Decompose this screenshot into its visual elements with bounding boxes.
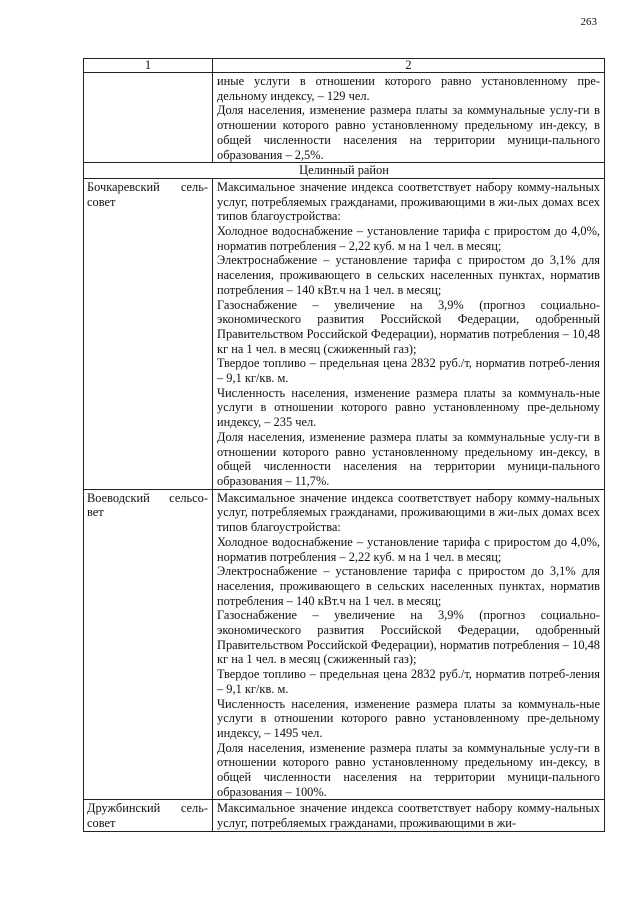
tariff-table	[83, 58, 605, 832]
description-cell	[213, 489, 605, 800]
paragraph: Доля населения, изменение размера платы за коммунальные услу-ги в отношении которого равно установленному предельному ин-дексу, в общей численности населения на территории муници-пального образования – 100%.	[217, 740, 600, 799]
paragraph: иные услуги в отношении которого равно установленному пре-дельному индексу, – 129 чел.	[217, 74, 600, 103]
paragraph: Максимальное значение индекса соответствует набору комму-нальных услуг, потребляемых гражданами, проживающими в жи-лых домах всех типов благоустройства:	[217, 490, 600, 535]
paragraph: Численность населения, изменение размера платы за коммуналь-ные услуги в отношении которого равно установленному пре-дельному индексу, – 235 чел.	[217, 385, 600, 430]
paragraph: Твердое топливо – предельная цена 2832 руб./т, норматив потреб-ления – 9,1 кг/кв. м.	[217, 356, 600, 386]
table-row	[84, 800, 605, 831]
municipality-name: Воеводский сельсо-вет	[84, 489, 213, 800]
section-row	[84, 163, 605, 179]
description-cell	[213, 178, 605, 489]
page-number: 263	[580, 16, 597, 28]
table-header-row	[84, 59, 605, 73]
column-header-1: 1	[84, 59, 213, 73]
paragraph: Электроснабжение – установление тарифа с приростом до 3,1% для населения, проживающего в сельских населенных пунктах, норматив потребления – 140 кВт.ч на 1 чел. в месяц;	[217, 564, 600, 608]
table-row-continuation	[84, 73, 605, 163]
municipality-name: Дружбинский сель-совет	[84, 800, 213, 831]
empty-name-cell	[84, 73, 213, 163]
continuation-cell	[213, 73, 605, 163]
paragraph: Численность населения, изменение размера платы за коммуналь-ные услуги в отношении которого равно установленному пре-дельному индексу, – 1495 чел.	[217, 696, 600, 740]
paragraph: Максимальное значение индекса соответствует набору комму-нальных услуг, потребляемых гражданами, проживающими в жи-лых домах всех типов благоустройства:	[217, 179, 600, 224]
column-header-2: 2	[213, 59, 605, 73]
table-row	[84, 178, 605, 489]
paragraph: Холодное водоснабжение – установление тарифа с приростом до 4,0%, норматив потребления – 2,22 куб. м на 1 чел. в месяц;	[217, 224, 600, 253]
description-cell	[213, 800, 605, 831]
paragraph: Доля населения, изменение размера платы за коммунальные услу-ги в отношении которого равно установленному предельному ин-дексу, в общей численности населения на территории муници-пального образования – 11,7%.	[217, 429, 600, 488]
paragraph: Твердое топливо – предельная цена 2832 руб./т, норматив потреб-ления – 9,1 кг/кв. м.	[217, 667, 600, 696]
table-row	[84, 489, 605, 800]
paragraph: Холодное водоснабжение – установление тарифа с приростом до 4,0%, норматив потребления – 2,22 куб. м на 1 чел. в месяц;	[217, 534, 600, 564]
paragraph: Газоснабжение – увеличение на 3,9% (прогноз социально-экономического развития Российской Федерации, одобренный Правительством Российской Федерации), норматив потребления – 10,48 кг на 1 чел. в месяц (сжиженный газ);	[217, 608, 600, 667]
section-title: Целинный район	[84, 163, 605, 179]
paragraph: Максимальное значение индекса соответствует набору комму-нальных услуг, потребляемых гражданами, проживающими в жи-	[217, 801, 600, 831]
paragraph: Газоснабжение – увеличение на 3,9% (прогноз социально-экономического развития Российской Федерации, одобренный Правительством Российской Федерации), норматив потребления – 10,48 кг на 1 чел. в месяц (сжиженный газ);	[217, 297, 600, 356]
paragraph: Электроснабжение – установление тарифа с приростом до 3,1% для населения, проживающего в сельских населенных пунктах, норматив потребления – 140 кВт.ч на 1 чел. в месяц;	[217, 253, 600, 297]
paragraph: Доля населения, изменение размера платы за коммунальные услу-ги в отношении которого равно установленному предельному ин-дексу, в общей численности населения на территории муници-пального образования – 2,5%.	[217, 103, 600, 162]
municipality-name: Бочкаревский сель-совет	[84, 178, 213, 489]
